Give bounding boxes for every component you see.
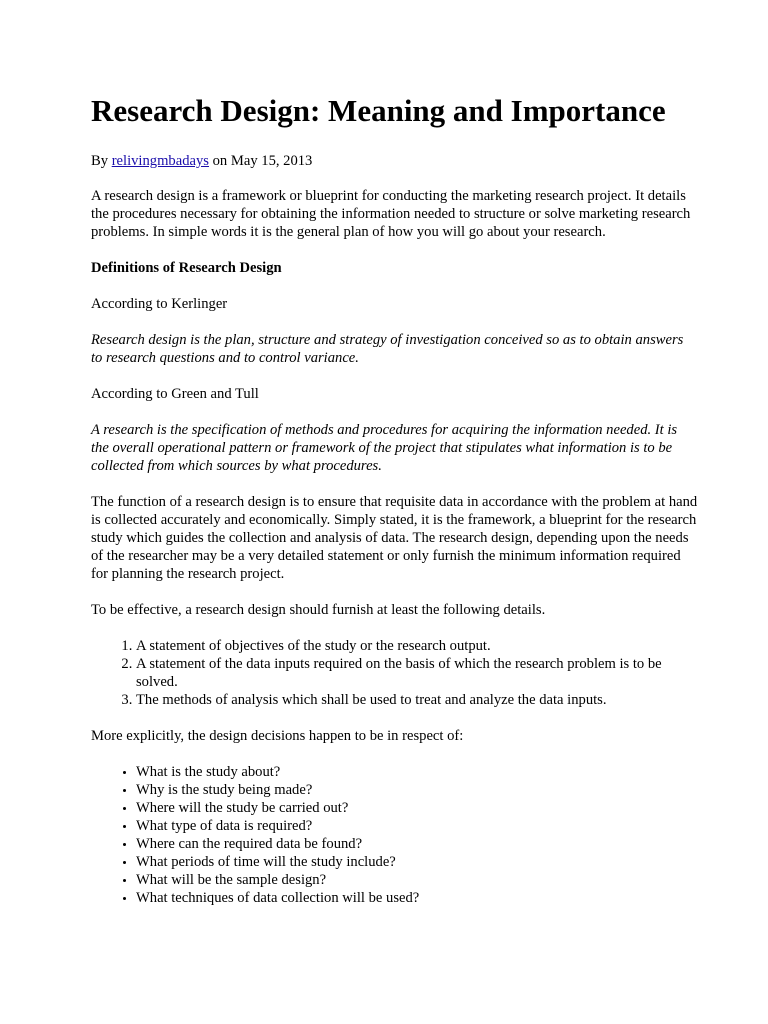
list-item: • What type of data is required? [136, 817, 698, 835]
definitions-heading: Definitions of Research Design [91, 260, 282, 276]
intro-paragraph: A research design is a framework or blueprint for conducting the marketing research project. It details the procedures necessary for obtaining the information needed to structure or solve marketing research problems. In simple words it is the general plan of how you will go about your research. [91, 188, 691, 240]
list-item: • Where will the study be carried out? [136, 799, 698, 817]
decisions-list [91, 763, 698, 907]
kerlinger-label: According to Kerlinger [91, 296, 228, 312]
decisions-paragraph: More explicitly, the design decisions happen to be in respect of: [91, 728, 464, 744]
list-item: 3. The methods of analysis which shall be used to treat and analyze the data inputs. [136, 691, 698, 709]
details-list [91, 637, 698, 709]
kerlinger-quote: Research design is the plan, structure and strategy of investigation conceived so as to obtain answers to research questions and to control variance. [91, 332, 684, 366]
byline [91, 152, 698, 170]
author-link[interactable]: relivingmbadays [111, 153, 209, 169]
list-item: • What will be the sample design? [136, 871, 698, 889]
list-item: 2. A statement of the data inputs required on the basis of which the research problem is to be solved. [136, 655, 698, 691]
list-item: • Where can the required data be found? [136, 835, 698, 853]
list-item: • What techniques of data collection will be used? [136, 889, 698, 907]
list-item: • Why is the study being made? [136, 781, 698, 799]
green-tull-quote: A research is the specification of methods and procedures for acquiring the information needed. It is the overall operational pattern or framework of the project that stipulates what information is to be collected from which sources by what procedures. [91, 422, 678, 474]
byline-date: on May 15, 2013 [212, 153, 313, 169]
green-tull-label: According to Green and Tull [91, 386, 259, 402]
page-title: Research Design: Meaning and Importance [91, 93, 666, 128]
function-paragraph: The function of a research design is to ensure that requisite data in accordance with the problem at hand is collected accurately and economically. Simply stated, it is the framework, a blueprint for the research study which guides the collection and analysis of data. The research design, depending upon the needs of the researcher may be a very detailed statement or only furnish the minimum information required for planning the research project. [91, 494, 698, 582]
byline-prefix: By [91, 153, 109, 169]
effective-paragraph: To be effective, a research design should furnish at least the following details. [91, 602, 546, 618]
list-item: • What periods of time will the study include? [136, 853, 698, 871]
list-item: 1. A statement of objectives of the study or the research output. [136, 637, 698, 655]
list-item: • What is the study about? [136, 763, 698, 781]
